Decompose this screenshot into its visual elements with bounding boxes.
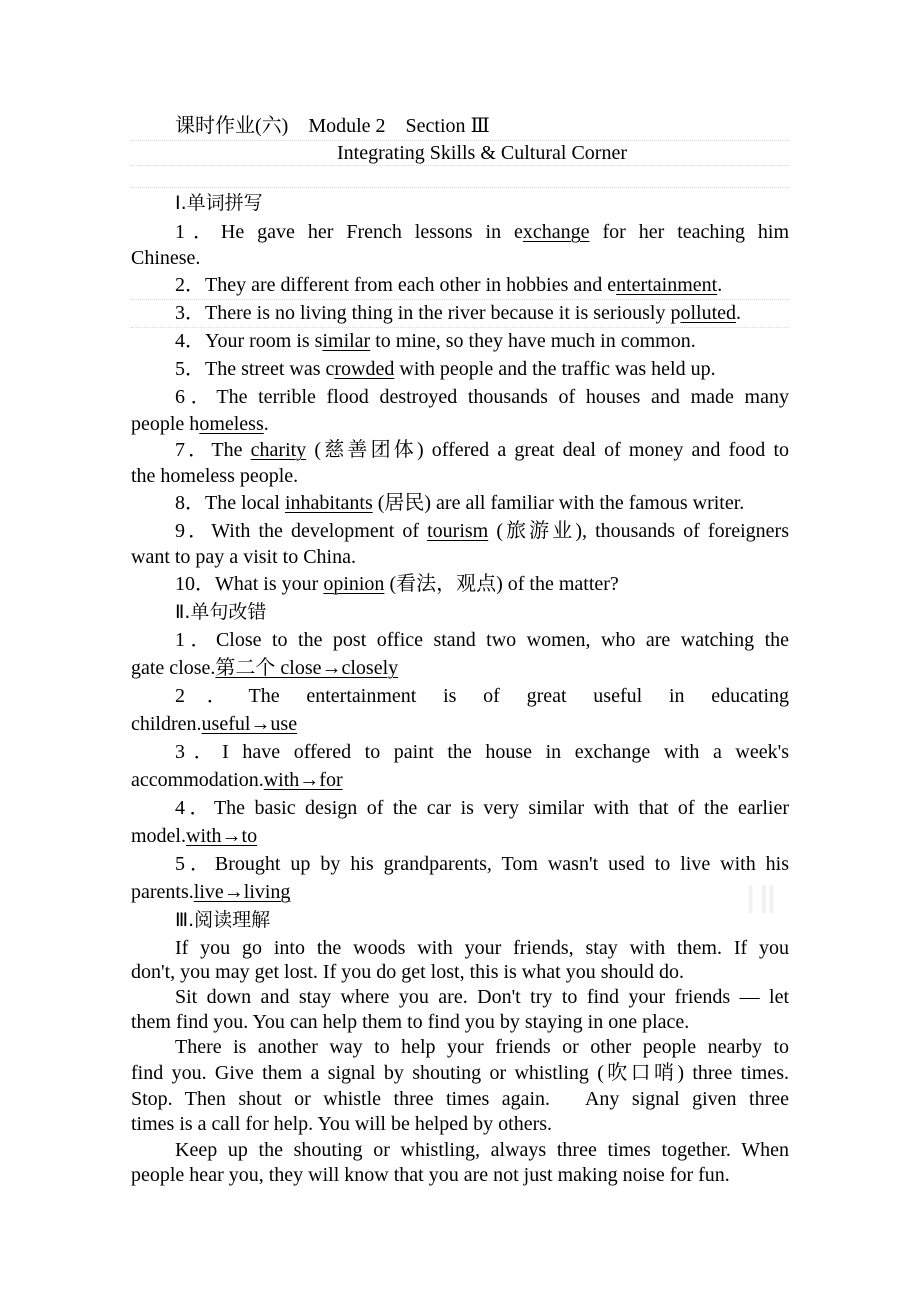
correction-answer: live→living [193,881,291,903]
spelling-item-6: 6．The terrible flood destroyed thousands of houses and made many [175,386,789,408]
reading-paragraph-3-line-3: Stop. Then shout or whistle three times again. Any signal given three [131,1088,789,1110]
correction-item-5: 5．Brought up by his grandparents, Tom wasn't used to live with his [175,853,790,875]
worksheet-title: 课时作业(六) Module 2 Section Ⅲ [175,115,490,137]
reading-paragraph-4-line-1: Keep up the shouting or whistling, always three times together. When [175,1139,789,1161]
spelling-item-4: 4．Your room is similar to mine, so they have much in common. [175,330,696,352]
spelling-item-3: 3．There is no living thing in the river because it is seriously polluted. [175,302,742,324]
answer-word: xchange [522,221,590,243]
spelling-item-2: 2．They are different from each other in hobbies and entertainment. [175,274,723,296]
section-heading-correction: Ⅱ.单句改错 [175,601,267,623]
correction-item-3-cont: accommodation.with→for [131,769,343,791]
spelling-item-10: 10．What is your opinion (看法，观点) of the matter? [175,573,619,595]
correction-item-4: 4．The basic design of the car is very similar with that of the earlier [175,797,790,819]
guide-line [131,187,789,188]
correction-answer: with→to [186,825,258,847]
correction-item-3: 3．I have offered to paint the house in exchange with a week's [175,741,789,763]
reading-paragraph-3-line-2: find you. Give them a signal by shouting or whistling (吹口哨) three times. [131,1062,789,1084]
correction-item-2: 2．The entertainment is of great useful in educating [175,685,789,707]
answer-word: opinion [323,573,385,595]
guide-line [131,327,789,328]
section-heading-spelling: Ⅰ.单词拼写 [175,192,263,214]
reading-paragraph-1-line-2: don't, you may get lost. If you do get lost, this is what you should do. [131,961,685,983]
reading-paragraph-2-line-1: Sit down and stay where you are. Don't try to find your friends — let [175,986,789,1008]
correction-answer: with→for [263,769,343,791]
reading-paragraph-2-line-2: them find you. You can help them to find you by staying in one place. [131,1011,690,1033]
reading-paragraph-3-line-1: There is another way to help your friends or other people nearby to [175,1036,789,1058]
answer-word: omeless [199,413,264,435]
correction-item-1: 1．Close to the post office stand two women, who are watching the [175,629,790,651]
correction-answer: 第二个 close→closely [215,657,399,679]
section-heading-reading: Ⅲ.阅读理解 [175,909,271,931]
spelling-item-9: 9．With the development of tourism (旅游业), thousands of foreigners [175,520,790,542]
answer-word: imilar [322,330,371,352]
spelling-item-6-cont: people homeless. [131,413,269,435]
answer-word: charity [250,439,307,461]
spelling-item-8: 8．The local inhabitants (居民) are all familiar with the famous writer. [175,492,745,514]
answer-word: olluted [680,302,737,324]
correction-item-4-cont: model.with→to [131,825,258,847]
answer-word: rowded [334,358,395,380]
guide-line [131,299,789,300]
reading-paragraph-3-line-4: times is a call for help. You will be helped by others. [131,1113,553,1135]
reading-paragraph-1-line-1: If you go into the woods with your friends, stay with them. If you [175,937,789,959]
spelling-item-1-cont: Chinese. [131,247,201,269]
reading-paragraph-4-line-2: people hear you, they will know that you are not just making noise for fun. [131,1164,730,1186]
watermark: ⅠⅡ [745,878,779,922]
guide-line [131,165,789,166]
answer-word: ntertainment [616,274,718,296]
correction-answer: useful→use [201,713,298,735]
correction-item-1-cont: gate close.第二个 close→closely [131,657,399,679]
worksheet-subtitle: Integrating Skills & Cultural Corner [337,142,627,164]
correction-item-2-cont: children.useful→use [131,713,298,735]
spelling-item-7-cont: the homeless people. [131,465,299,487]
spelling-item-7: 7．The charity (慈善团体) offered a great deal of money and food to [175,439,789,461]
answer-word: tourism [427,520,489,542]
spelling-item-1: 1．He gave her French lessons in exchange for her teaching him [175,221,790,243]
answer-word: inhabitants [284,492,373,514]
correction-item-5-cont: parents.live→living [131,881,291,903]
spelling-item-5: 5．The street was crowded with people and the traffic was held up. [175,358,716,380]
spelling-item-9-cont: want to pay a visit to China. [131,546,356,568]
